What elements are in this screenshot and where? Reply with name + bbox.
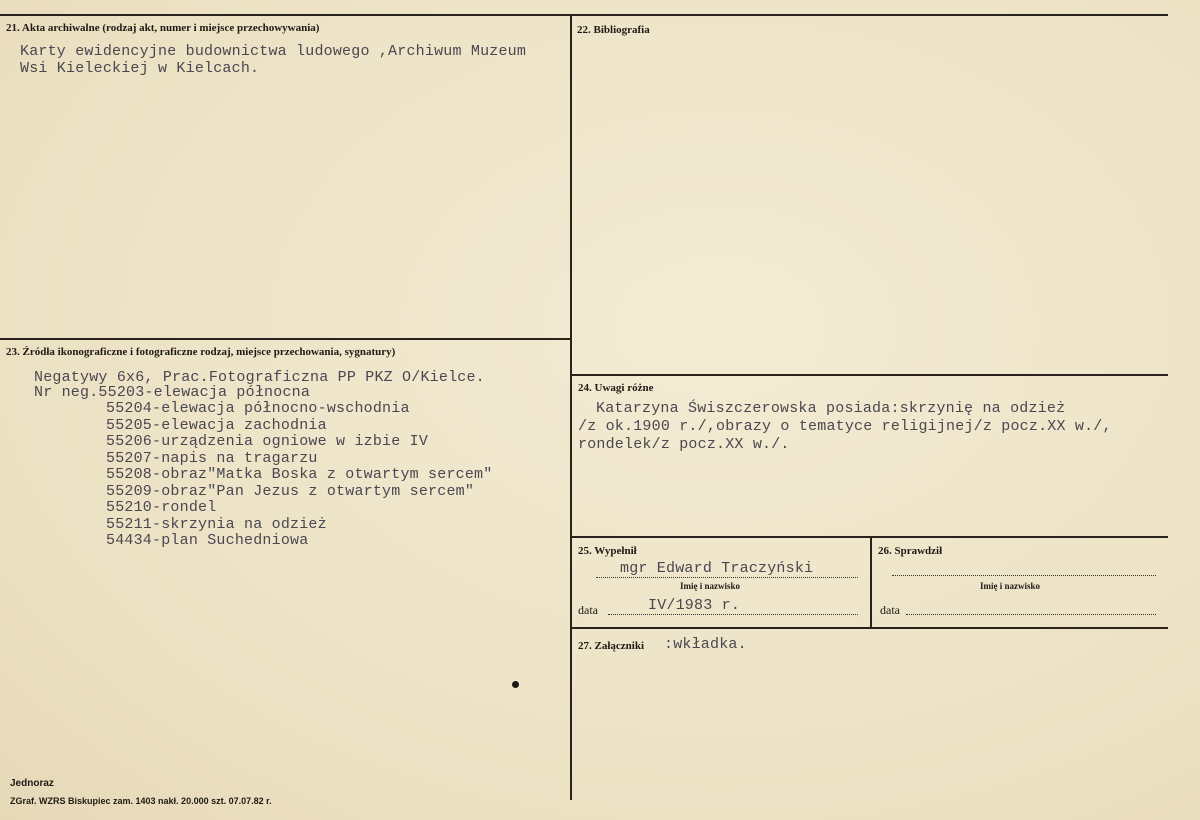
section-24-line-1: Katarzyna Świszczerowska posiada:skrzynię na odzież bbox=[596, 400, 1066, 417]
filled-by-date-line bbox=[608, 614, 858, 615]
negative-item: 55207-napis na tragarzu bbox=[106, 450, 318, 467]
checked-by-name-caption: Imię i nazwisko bbox=[980, 581, 1041, 591]
attachments-value: :wkładka. bbox=[664, 636, 747, 653]
section-22-label: 22. Bibliografia bbox=[577, 24, 650, 36]
section-27-label: 27. Załączniki bbox=[578, 640, 645, 652]
negative-item: 55208-obraz"Matka Boska z otwartym sercem" bbox=[106, 466, 493, 483]
filled-by-date: IV/1983 r. bbox=[648, 597, 741, 614]
section-24-line-2: /z ok.1900 r./,obrazy o tematyce religijnej/z pocz.XX w./, bbox=[578, 418, 1112, 435]
footer-line-1: Jednoraz bbox=[10, 778, 54, 789]
section-23-label: 23. Źródła ikonograficzne i fotograficzne rodzaj, miejsce przechowania, sygnatury) bbox=[6, 346, 396, 358]
filled-by-name-caption: Imię i nazwisko bbox=[680, 581, 741, 591]
checked-by-name-line bbox=[892, 575, 1156, 576]
section-25-label: 25. Wypełnił bbox=[578, 545, 637, 557]
negative-item: 55206-urządzenia ogniowe w izbie IV bbox=[106, 433, 429, 450]
section-24-label: 24. Uwagi różne bbox=[578, 382, 654, 394]
filled-by-name: mgr Edward Traczyński bbox=[620, 560, 814, 577]
negative-item: 55204-elewacja północno-wschodnia bbox=[106, 400, 410, 417]
right-rule-22-24 bbox=[571, 374, 1168, 376]
ink-dot bbox=[512, 681, 519, 688]
filled-by-date-label: data bbox=[578, 603, 598, 617]
right-rule-25-27 bbox=[571, 627, 1168, 629]
left-middle-rule bbox=[0, 338, 571, 340]
vertical-rule-25-26 bbox=[870, 537, 872, 628]
section-23-line-2: Nr neg.55203-elewacja północna bbox=[34, 384, 311, 401]
footer-line-2: ZGraf. WZRS Biskupiec zam. 1403 nakł. 20.000 szt. 07.07.82 r. bbox=[10, 796, 272, 806]
section-21-line-1: Karty ewidencyjne budownictwa ludowego ,Archiwum Muzeum bbox=[20, 43, 527, 60]
section-23-line-1: Negatywy 6x6, Prac.Fotograficzna PP PKZ O/Kielce. bbox=[34, 369, 485, 386]
negative-item: 55210-rondel bbox=[106, 499, 217, 516]
top-rule bbox=[0, 14, 1168, 16]
section-21-label: 21. Akta archiwalne (rodzaj akt, numer i miejsce przechowywania) bbox=[6, 22, 320, 34]
checked-by-date-line bbox=[906, 614, 1156, 615]
negative-item: 55205-elewacja zachodnia bbox=[106, 417, 327, 434]
section-21-line-2: Wsi Kieleckiej w Kielcach. bbox=[20, 60, 260, 77]
negative-item: 55209-obraz"Pan Jezus z otwartym sercem" bbox=[106, 483, 475, 500]
checked-by-date-label: data bbox=[880, 603, 900, 617]
section-24-line-3: rondelek/z pocz.XX w./. bbox=[578, 436, 790, 453]
center-vertical-rule bbox=[570, 14, 572, 800]
negative-item: 54434-plan Suchedniowa bbox=[106, 532, 309, 549]
filled-by-name-line bbox=[596, 577, 858, 578]
negative-item: 55211-skrzynia na odzież bbox=[106, 516, 327, 533]
section-26-label: 26. Sprawdził bbox=[878, 545, 943, 557]
